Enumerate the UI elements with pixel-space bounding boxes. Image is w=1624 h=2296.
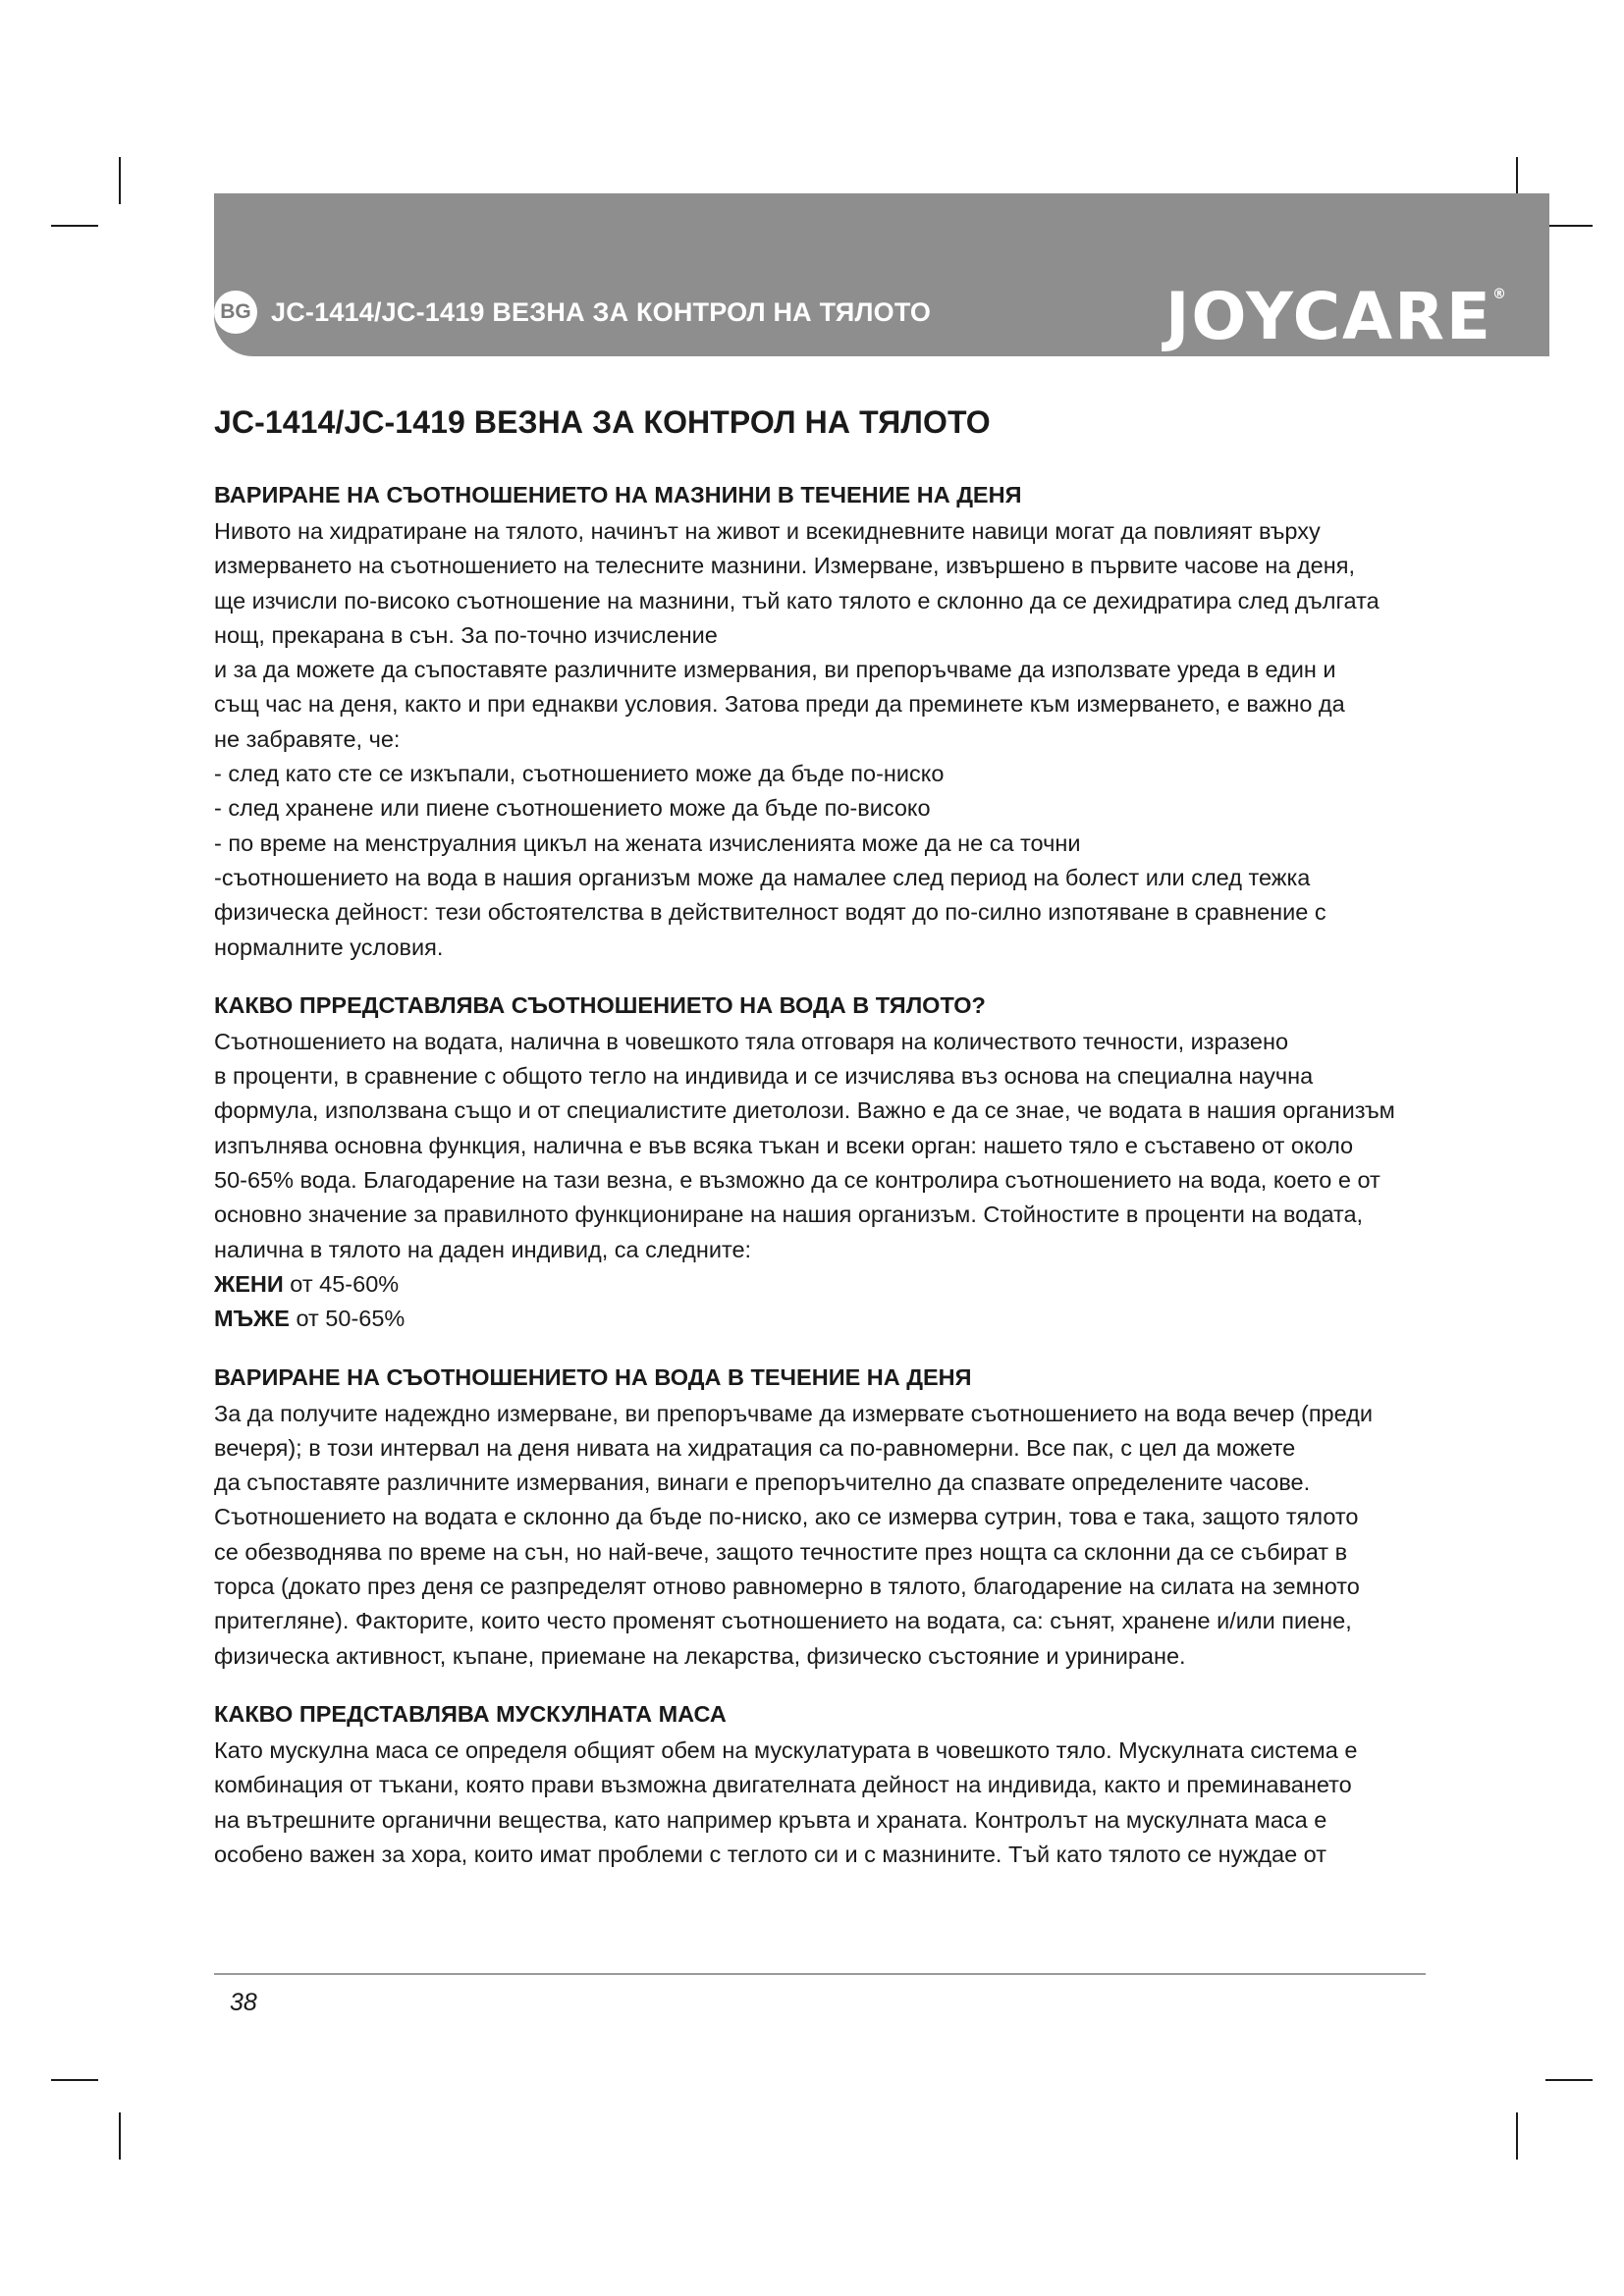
text-line: вечеря); в този интервал на деня нивата на хидратация са по-равномерни. Все пак, с цел да можете [214, 1434, 1296, 1461]
text-line: нормалните условия. [214, 934, 444, 960]
text-line: комбинация от тъкани, която прави възможна двигателната дейност на индивида, както и преминаването [214, 1772, 1352, 1798]
text-line: нощ, прекарана в сън. За по-точно изчисление [214, 621, 718, 648]
text-line: същ час на деня, както и при еднакви условия. Затова преди да преминете към измерването, е важно да [214, 691, 1345, 718]
text-line: Нивото на хидратиране на тялото, начинът на живот и всекидневните навици могат да повлияят върху [214, 518, 1321, 544]
text-line: - след като сте се изкъпали, съотношението може да бъде по-ниско [214, 761, 945, 787]
sections-container [214, 482, 1426, 1872]
text-line: основно значение за правилното функциониране на нашия организъм. Стойностите в проценти на водата, [214, 1201, 1364, 1228]
text-line: - след хранене или пиене съотношението може да бъде по-високо [214, 795, 931, 822]
section [214, 992, 1426, 1337]
water-value-line [214, 1302, 1426, 1336]
brand-logo [1165, 279, 1508, 354]
registered-mark: ® [1492, 287, 1508, 302]
text-line: в проценти, в сравнение с общото тегло на индивида и се изчислява въз основа на специална научна [214, 1063, 1314, 1090]
text-line: Като мускулна маса се определя общият обем на мускулатурата в човешкото тяло. Мускулната система е [214, 1736, 1358, 1763]
value-label: МЪЖЕ [214, 1306, 290, 1332]
section-paragraph [214, 1397, 1426, 1674]
value-label: ЖЕНИ [214, 1270, 284, 1297]
crop-mark [1545, 2079, 1593, 2081]
crop-mark [51, 225, 98, 227]
crop-mark [1516, 2112, 1518, 2160]
text-line: 50-65% вода. Благодарение на тази везна, е възможно да се контролира съотношението на вода, което е от [214, 1167, 1380, 1194]
text-line: Съотношението на водата, налична в човешкото тяла отговаря на количеството течности, изразено [214, 1028, 1289, 1054]
section [214, 482, 1426, 965]
text-line: и за да можете да съпоставяте различните измервания, ви препоръчваме да използвате уреда в един и [214, 657, 1336, 683]
value-range: от 50-65% [289, 1306, 406, 1332]
text-line: налична в тялото на даден индивид, са следните: [214, 1236, 752, 1262]
page-number: 38 [230, 1989, 257, 2016]
text-line: на вътрешните органични вещества, като например кръвта и храната. Контролът на мускулната маса е [214, 1806, 1327, 1833]
brand-name: JOYCARE [1164, 279, 1492, 354]
section-paragraph [214, 1734, 1426, 1872]
section-paragraph [214, 514, 1426, 965]
text-line: ще изчисли по-високо съотношение на мазнини, тъй като тялото е склонно да се дехидратира след дългата [214, 587, 1380, 614]
text-line: Съотношението на водата е склонно да бъде по-ниско, ако се измерва сутрин, това е така, защото тялото [214, 1504, 1359, 1530]
water-value-line [214, 1267, 1426, 1302]
crop-mark [51, 2079, 98, 2081]
text-line: изпълнява основна функция, налична е във всяка тъкан и всеки орган: нашето тяло е съставено от около [214, 1132, 1354, 1158]
text-line: формула, използвана също и от специалистите диетолози. Важно е да се знае, че водата в нашия организъм [214, 1097, 1395, 1124]
text-line: особено важен за хора, които имат проблеми с теглото си и с мазнините. Тъй като тялото се нуждае от [214, 1841, 1327, 1867]
footer-rule [214, 1973, 1426, 1975]
page-header [214, 279, 1530, 354]
crop-mark [119, 157, 121, 204]
crop-mark [1545, 225, 1593, 227]
text-line: измерването на съотношението на телесните мазнини. Измерване, извършено в първите часове на деня, [214, 553, 1355, 579]
section [214, 1364, 1426, 1674]
page-title: JC-1414/JC-1419 ВЕЗНА ЗА КОНТРОЛ НА ТЯЛОТО [214, 404, 991, 440]
text-line: притегляне). Факторите, които често променят съотношението на водата, са: сънят, хранене и/или пиене, [214, 1608, 1352, 1634]
text-line: торса (докато през деня се разпределят отново равномерно в тялото, благодарение на силата на земното [214, 1574, 1360, 1600]
text-line: физическа дейност: тези обстоятелства в действителност водят до по-силно изпотяване в сравнение с [214, 899, 1326, 926]
text-line: не забравяте, че: [214, 725, 401, 752]
language-badge: BG [214, 291, 257, 334]
section-paragraph [214, 1025, 1426, 1337]
header-title: JC-1414/JC-1419 ВЕЗНА ЗА КОНТРОЛ НА ТЯЛОТО [271, 296, 932, 327]
text-line: да съпоставяте различните измервания, винаги е препоръчително да спазвате определените часове. [214, 1469, 1311, 1496]
section-heading: ВАРИРАНЕ НА СЪОТНОШЕНИЕТО НА МАЗНИНИ В ТЕЧЕНИЕ НА ДЕНЯ [214, 482, 1022, 507]
section-heading: КАКВО ПРРЕДСТАВЛЯВА СЪОТНОШЕНИЕТО НА ВОДА В ТЯЛОТО? [214, 991, 986, 1018]
section [214, 1701, 1426, 1872]
text-line: се обезводнява по време на сън, но най-вече, защото течностите през нощта са склонни да се събират в [214, 1538, 1348, 1565]
document-body [214, 404, 1426, 1899]
section-heading: ВАРИРАНЕ НА СЪОТНОШЕНИЕТО НА ВОДА В ТЕЧЕНИЕ НА ДЕНЯ [214, 1363, 972, 1390]
text-line: физическа активност, къпане, приемане на лекарства, физическо състояние и уриниране. [214, 1642, 1186, 1669]
text-line: -съотношението на вода в нашия организъм може да намалее след период на болест или след тежка [214, 864, 1311, 890]
value-range: от 45-60% [283, 1270, 400, 1297]
text-line: За да получите надеждно измерване, ви препоръчваме да измервате съотношението на вода вечер (преди [214, 1400, 1374, 1426]
section-heading: КАКВО ПРЕДСТАВЛЯВА МУСКУЛНАТА МАСА [214, 1700, 727, 1727]
crop-mark [119, 2112, 121, 2160]
text-line: - по време на менструалния цикъл на жената изчисленията може да не са точни [214, 829, 1081, 856]
